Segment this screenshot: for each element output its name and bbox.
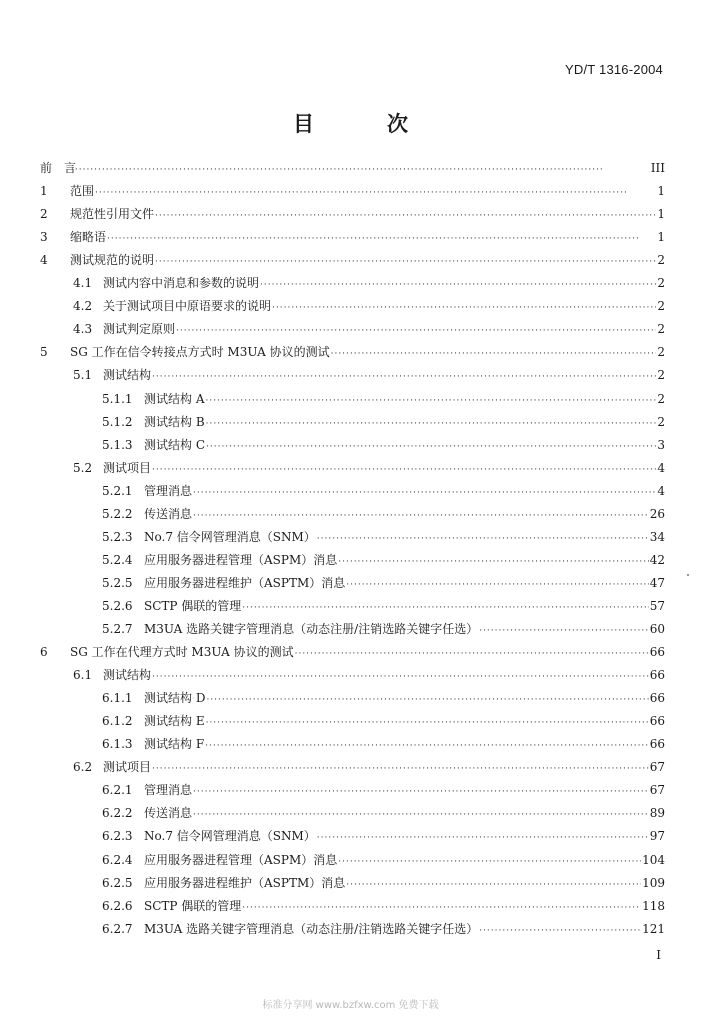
toc-entry-label: 应用服务器进程维护（ASPTM）消息 (144, 575, 346, 590)
toc-entry[interactable] (102, 482, 665, 500)
toc-entry-page: 118 (642, 898, 665, 913)
toc-entry[interactable] (40, 159, 665, 177)
toc-entry[interactable] (102, 874, 665, 892)
toc-entry-number: 6.2.4 (102, 852, 133, 867)
toc-entry-page: 2 (657, 299, 665, 314)
toc-entry-label: 缩略语 (70, 230, 107, 245)
toc-entry-page: 2 (657, 414, 665, 429)
toc-leader-dots (338, 555, 648, 569)
toc-entry[interactable] (102, 597, 665, 615)
toc-entry-number: 6.2.3 (102, 829, 133, 844)
toc-entry[interactable] (40, 182, 665, 200)
toc-entry[interactable] (40, 343, 665, 361)
toc-entry[interactable] (73, 459, 665, 477)
toc-entry-label: 管理消息 (144, 783, 193, 798)
toc-entry-page: 60 (649, 622, 665, 636)
toc-entry-number: 4.3 (73, 322, 93, 337)
toc-leader-dots (260, 278, 656, 292)
toc-entry-label: 测试结构 C (144, 437, 205, 452)
toc-entry[interactable] (40, 643, 665, 661)
toc-leader-dots (176, 324, 656, 338)
toc-entry-number: 1 (40, 184, 48, 199)
watermark: 标准分享网 www.bzfxw.com 免费下载 (262, 1000, 439, 1011)
toc-entry-page: 4 (657, 483, 665, 498)
toc-entry-label: 测试规范的说明 (70, 253, 155, 268)
toc-entry-label: No.7 信令网管理消息（SNM） (144, 829, 316, 844)
page-number: I (656, 948, 661, 962)
toc-leader-dots (317, 831, 649, 845)
toc-leader-dots (152, 762, 649, 776)
toc-entry-page: 42 (649, 552, 665, 567)
toc-entry[interactable] (102, 413, 665, 431)
toc-entry-page: 97 (649, 829, 665, 844)
toc-entry-page: 1 (657, 230, 665, 245)
toc-entry[interactable] (102, 712, 665, 730)
toc-entry-number: 5.2.3 (102, 529, 133, 544)
toc-entry-number: 6.2.5 (102, 875, 133, 890)
toc-entry-number: 5.2.1 (102, 483, 133, 498)
toc-entry-label: 管理消息 (144, 483, 193, 498)
toc-entry-number: 5.1 (73, 368, 93, 383)
toc-entry-number: 6 (40, 645, 48, 660)
toc-leader-dots (346, 578, 648, 592)
toc-entry[interactable] (102, 851, 665, 869)
toc-entry-page: 2 (657, 368, 665, 383)
toc-entry-page: 1 (657, 207, 665, 222)
toc-leader-dots (152, 463, 656, 477)
toc-entry-number: 5.1.2 (102, 414, 133, 429)
toc-leader-dots (95, 186, 656, 200)
toc-entry-page: 66 (649, 691, 665, 706)
toc-leader-dots (242, 601, 648, 615)
toc-entry-page: 4 (657, 460, 665, 475)
toc-entry-label: 规范性引用文件 (70, 207, 155, 222)
toc-entry[interactable] (73, 758, 665, 776)
toc-entry-number: 前 言 (40, 161, 77, 175)
toc-entry-page: 26 (649, 506, 665, 521)
toc-entry-page: 34 (649, 529, 665, 544)
toc-entry[interactable] (102, 436, 665, 454)
toc-leader-dots (107, 232, 656, 246)
toc-entry-number: 5.2.2 (102, 506, 133, 521)
toc-entry-number: 4.2 (73, 299, 93, 314)
toc-entry[interactable] (73, 320, 665, 338)
toc-leader-dots (205, 739, 649, 753)
toc-entry-label: 测试结构 (103, 668, 152, 683)
toc-entry-label: SG 工作在信令转接点方式时 M3UA 协议的测试 (70, 345, 330, 360)
toc-entry-page: 121 (642, 921, 665, 936)
toc-leader-dots (479, 624, 649, 638)
toc-entry[interactable] (102, 574, 665, 592)
toc-entry-number: 5.2.5 (102, 575, 133, 590)
toc-entry-page: 66 (649, 668, 665, 683)
toc-leader-dots (272, 301, 656, 315)
toc-entry[interactable] (73, 297, 665, 315)
toc-leader-dots (317, 532, 649, 546)
toc-leader-dots (155, 209, 656, 223)
toc-entry[interactable] (102, 689, 665, 707)
toc-entry[interactable] (102, 827, 665, 845)
toc-entry-label: SCTP 偶联的管理 (144, 898, 242, 913)
scan-speck (687, 574, 689, 576)
toc-entry-number: 6.2.2 (102, 806, 133, 821)
toc-leader-dots (71, 163, 650, 177)
toc-entry-label: 关于测试项目中原语要求的说明 (103, 299, 272, 314)
toc-entry-number: 6.2 (73, 760, 93, 775)
toc-entry[interactable] (73, 274, 665, 292)
toc-entry-number: 6.1 (73, 668, 93, 683)
toc-entry-number: 4.1 (73, 276, 93, 291)
toc-leader-dots (206, 693, 648, 707)
toc-entry-page: 66 (649, 714, 665, 729)
toc-entry-page: 2 (657, 322, 665, 337)
toc-entry[interactable] (40, 228, 665, 246)
toc-entry[interactable] (102, 505, 665, 523)
toc-leader-dots (155, 255, 656, 269)
toc-entry-page: 57 (649, 598, 665, 613)
toc-entry-number: 6.2.1 (102, 783, 133, 798)
toc-leader-dots (295, 647, 649, 661)
toc-entry-label: 测试结构 E (144, 714, 205, 729)
toc-entry-number: 5.2.7 (102, 622, 133, 636)
toc-entry-page: 109 (642, 875, 665, 890)
toc-entry-page: 2 (657, 253, 665, 268)
toc-entry-label: 应用服务器进程管理（ASPM）消息 (144, 552, 338, 567)
toc-entry-number: 3 (40, 230, 48, 245)
toc-entry-number: 5.2.6 (102, 598, 133, 613)
toc-entry[interactable] (40, 205, 665, 223)
toc-entry[interactable] (102, 390, 665, 408)
toc-leader-dots (205, 394, 656, 408)
toc-entry-label: 测试结构 B (144, 414, 205, 429)
toc-entry-label: 应用服务器进程维护（ASPTM）消息 (144, 875, 346, 890)
toc-entry-page: 67 (649, 783, 665, 798)
toc-entry-label: 测试判定原则 (103, 322, 176, 337)
toc-entry-page: 89 (649, 806, 665, 821)
toc-entry-label: 测试内容中消息和参数的说明 (103, 276, 260, 291)
toc-entry-label: SCTP 偶联的管理 (144, 598, 242, 613)
toc-entry-page: 67 (649, 760, 665, 775)
toc-entry[interactable] (73, 666, 665, 684)
toc-leader-dots (206, 716, 649, 730)
toc-entry-number: 6.1.1 (102, 691, 133, 706)
toc-entry-page: 47 (649, 575, 665, 590)
toc-entry[interactable] (40, 251, 665, 269)
toc-leader-dots (152, 370, 656, 384)
toc-entry-label: 测试项目 (103, 760, 152, 775)
toc-leader-dots (338, 855, 641, 869)
toc-entry-label: M3UA 选路关键字管理消息（动态注册/注销选路关键字任选） (144, 622, 479, 636)
toc-leader-dots (152, 670, 649, 684)
toc-leader-dots (479, 924, 641, 938)
toc-entry-number: 5.1.3 (102, 437, 133, 452)
toc-leader-dots (193, 808, 649, 822)
toc-leader-dots (193, 509, 649, 523)
toc-entry-number: 6.1.2 (102, 714, 133, 729)
toc-entry-label: 测试结构 A (144, 391, 205, 406)
toc-leader-dots (193, 785, 649, 799)
toc-entry[interactable] (102, 620, 665, 638)
toc-entry-number: 6.1.3 (102, 737, 133, 752)
toc-entry-page: 3 (657, 437, 665, 452)
toc-entry[interactable] (102, 528, 665, 546)
toc-entry-label: 测试结构 D (144, 691, 206, 706)
toc-leader-dots (346, 878, 641, 892)
toc-entry-number: 6.2.7 (102, 921, 133, 936)
toc-entry-page: 66 (649, 645, 665, 660)
toc-entry-label: 测试结构 F (144, 737, 205, 752)
toc-entry-number: 5.2.4 (102, 552, 133, 567)
toc-entry-page: III (650, 161, 665, 175)
toc-leader-dots (206, 440, 656, 454)
toc-entry[interactable] (102, 551, 665, 569)
toc-entry-label: M3UA 选路关键字管理消息（动态注册/注销选路关键字任选） (144, 921, 479, 936)
toc-entry-page: 104 (642, 852, 665, 867)
toc-leader-dots (193, 486, 656, 500)
toc-entry-label: No.7 信令网管理消息（SNM） (144, 529, 316, 544)
toc-entry-label: 应用服务器进程管理（ASPM）消息 (144, 852, 338, 867)
page-title: 目 次 (293, 111, 434, 136)
toc-entry-number: 4 (40, 253, 48, 268)
toc-entry-page: 2 (657, 391, 665, 406)
toc-entry-label: 测试结构 (103, 368, 152, 383)
toc-entry[interactable] (102, 781, 665, 799)
toc-entry-label: SG 工作在代理方式时 M3UA 协议的测试 (70, 645, 294, 660)
toc-entry-label: 传送消息 (144, 506, 193, 521)
toc-entry[interactable] (102, 735, 665, 753)
toc-entry-label: 范围 (70, 184, 95, 199)
toc-entry-label: 测试项目 (103, 460, 152, 475)
toc-entry-page: 2 (657, 276, 665, 291)
toc-leader-dots (331, 347, 657, 361)
toc-entry-number: 2 (40, 207, 48, 222)
toc-entry-label: 传送消息 (144, 806, 193, 821)
toc-entry-number: 5.1.1 (102, 391, 133, 406)
toc-entry-page: 66 (649, 737, 665, 752)
document-code: YD/T 1316-2004 (565, 62, 663, 77)
toc-entry[interactable] (102, 804, 665, 822)
toc-entry-page: 2 (657, 345, 665, 360)
toc-entry[interactable] (73, 366, 665, 384)
toc-entry[interactable] (102, 897, 665, 915)
toc-leader-dots (242, 901, 641, 915)
toc-entry[interactable] (102, 920, 665, 938)
toc-leader-dots (206, 417, 657, 431)
toc-entry-page: 1 (657, 184, 665, 199)
toc-entry-number: 6.2.6 (102, 898, 133, 913)
toc-entry-number: 5.2 (73, 460, 93, 475)
toc-entry-number: 5 (40, 345, 48, 360)
